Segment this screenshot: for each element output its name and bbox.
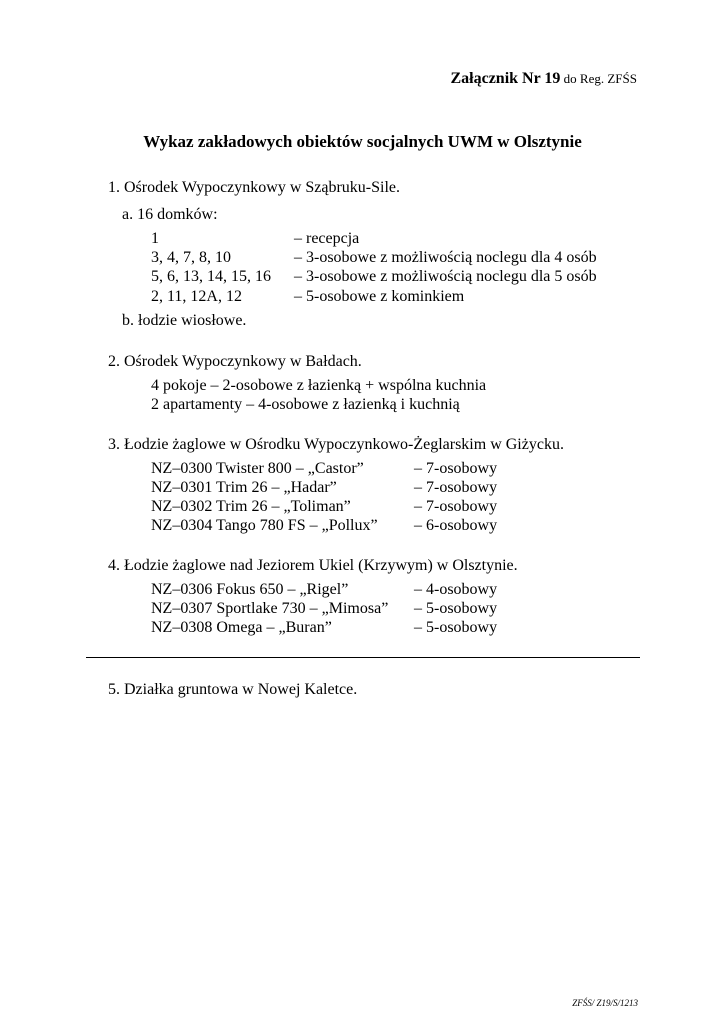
section-2-line: 2 apartamenty – 4-osobowe z łazienką i kuchnią [151,396,460,413]
annex-regulation: do Reg. ZFŚS [560,71,637,86]
annex-header [450,70,637,88]
section-5-heading: 5. Działka gruntowa w Nowej Kaletce. [108,681,358,698]
cabin-numbers: 3, 4, 7, 8, 10 [151,249,231,266]
boat-name: NZ–0307 Sportlake 730 – „Mimosa” [151,600,389,617]
boat-capacity: – 7-osobowy [414,479,498,496]
cabin-description: – recepcja [294,230,360,247]
cabin-description: – 5-osobowe z kominkiem [294,288,465,305]
boat-name: NZ–0306 Fokus 650 – „Rigel” [151,581,349,598]
cabin-description: – 3-osobowe z możliwością noclegu dla 5 osób [294,268,597,285]
cabin-description: – 3-osobowe z możliwością noclegu dla 4 osób [294,249,597,266]
page-title: Wykaz zakładowych obiektów socjalnych UWM w Olsztynie [143,132,582,151]
horizontal-divider [86,657,640,658]
annex-number: Załącznik Nr 19 [450,70,561,87]
boat-capacity: – 7-osobowy [414,460,498,477]
section-1-heading: 1. Ośrodek Wypoczynkowy w Sząbruku-Sile. [108,179,401,196]
section-1-item-b: b. łodzie wiosłowe. [122,312,247,329]
boat-name: NZ–0308 Omega – „Buran” [151,619,332,636]
boat-capacity: – 5-osobowy [414,600,498,617]
boat-name: NZ–0302 Trim 26 – „Toliman” [151,498,351,515]
section-2-heading: 2. Ośrodek Wypoczynkowy w Bałdach. [108,353,362,370]
section-2-line: 4 pokoje – 2-osobowe z łazienką + wspólna kuchnia [151,377,487,394]
section-3-heading: 3. Łodzie żaglowe w Ośrodku Wypoczynkowo-Żeglarskim w Giżycku. [108,436,564,453]
section-1-item-a: a. 16 domków: [122,206,218,223]
cabin-numbers: 5, 6, 13, 14, 15, 16 [151,268,271,285]
boat-name: NZ–0300 Twister 800 – „Castor” [151,460,364,477]
boat-name: NZ–0301 Trim 26 – „Hadar” [151,479,337,496]
boat-name: NZ–0304 Tango 780 FS – „Pollux” [151,517,378,534]
boat-capacity: – 5-osobowy [414,619,498,636]
document-code: ZFŚS/ Z19/S/1213 [572,998,638,1008]
boat-capacity: – 4-osobowy [414,581,498,598]
boat-capacity: – 7-osobowy [414,498,498,515]
cabin-numbers: 1 [151,230,159,247]
section-4-heading: 4. Łodzie żaglowe nad Jeziorem Ukiel (Krzywym) w Olsztynie. [108,557,518,574]
cabin-numbers: 2, 11, 12A, 12 [151,288,242,305]
boat-capacity: – 6-osobowy [414,517,498,534]
